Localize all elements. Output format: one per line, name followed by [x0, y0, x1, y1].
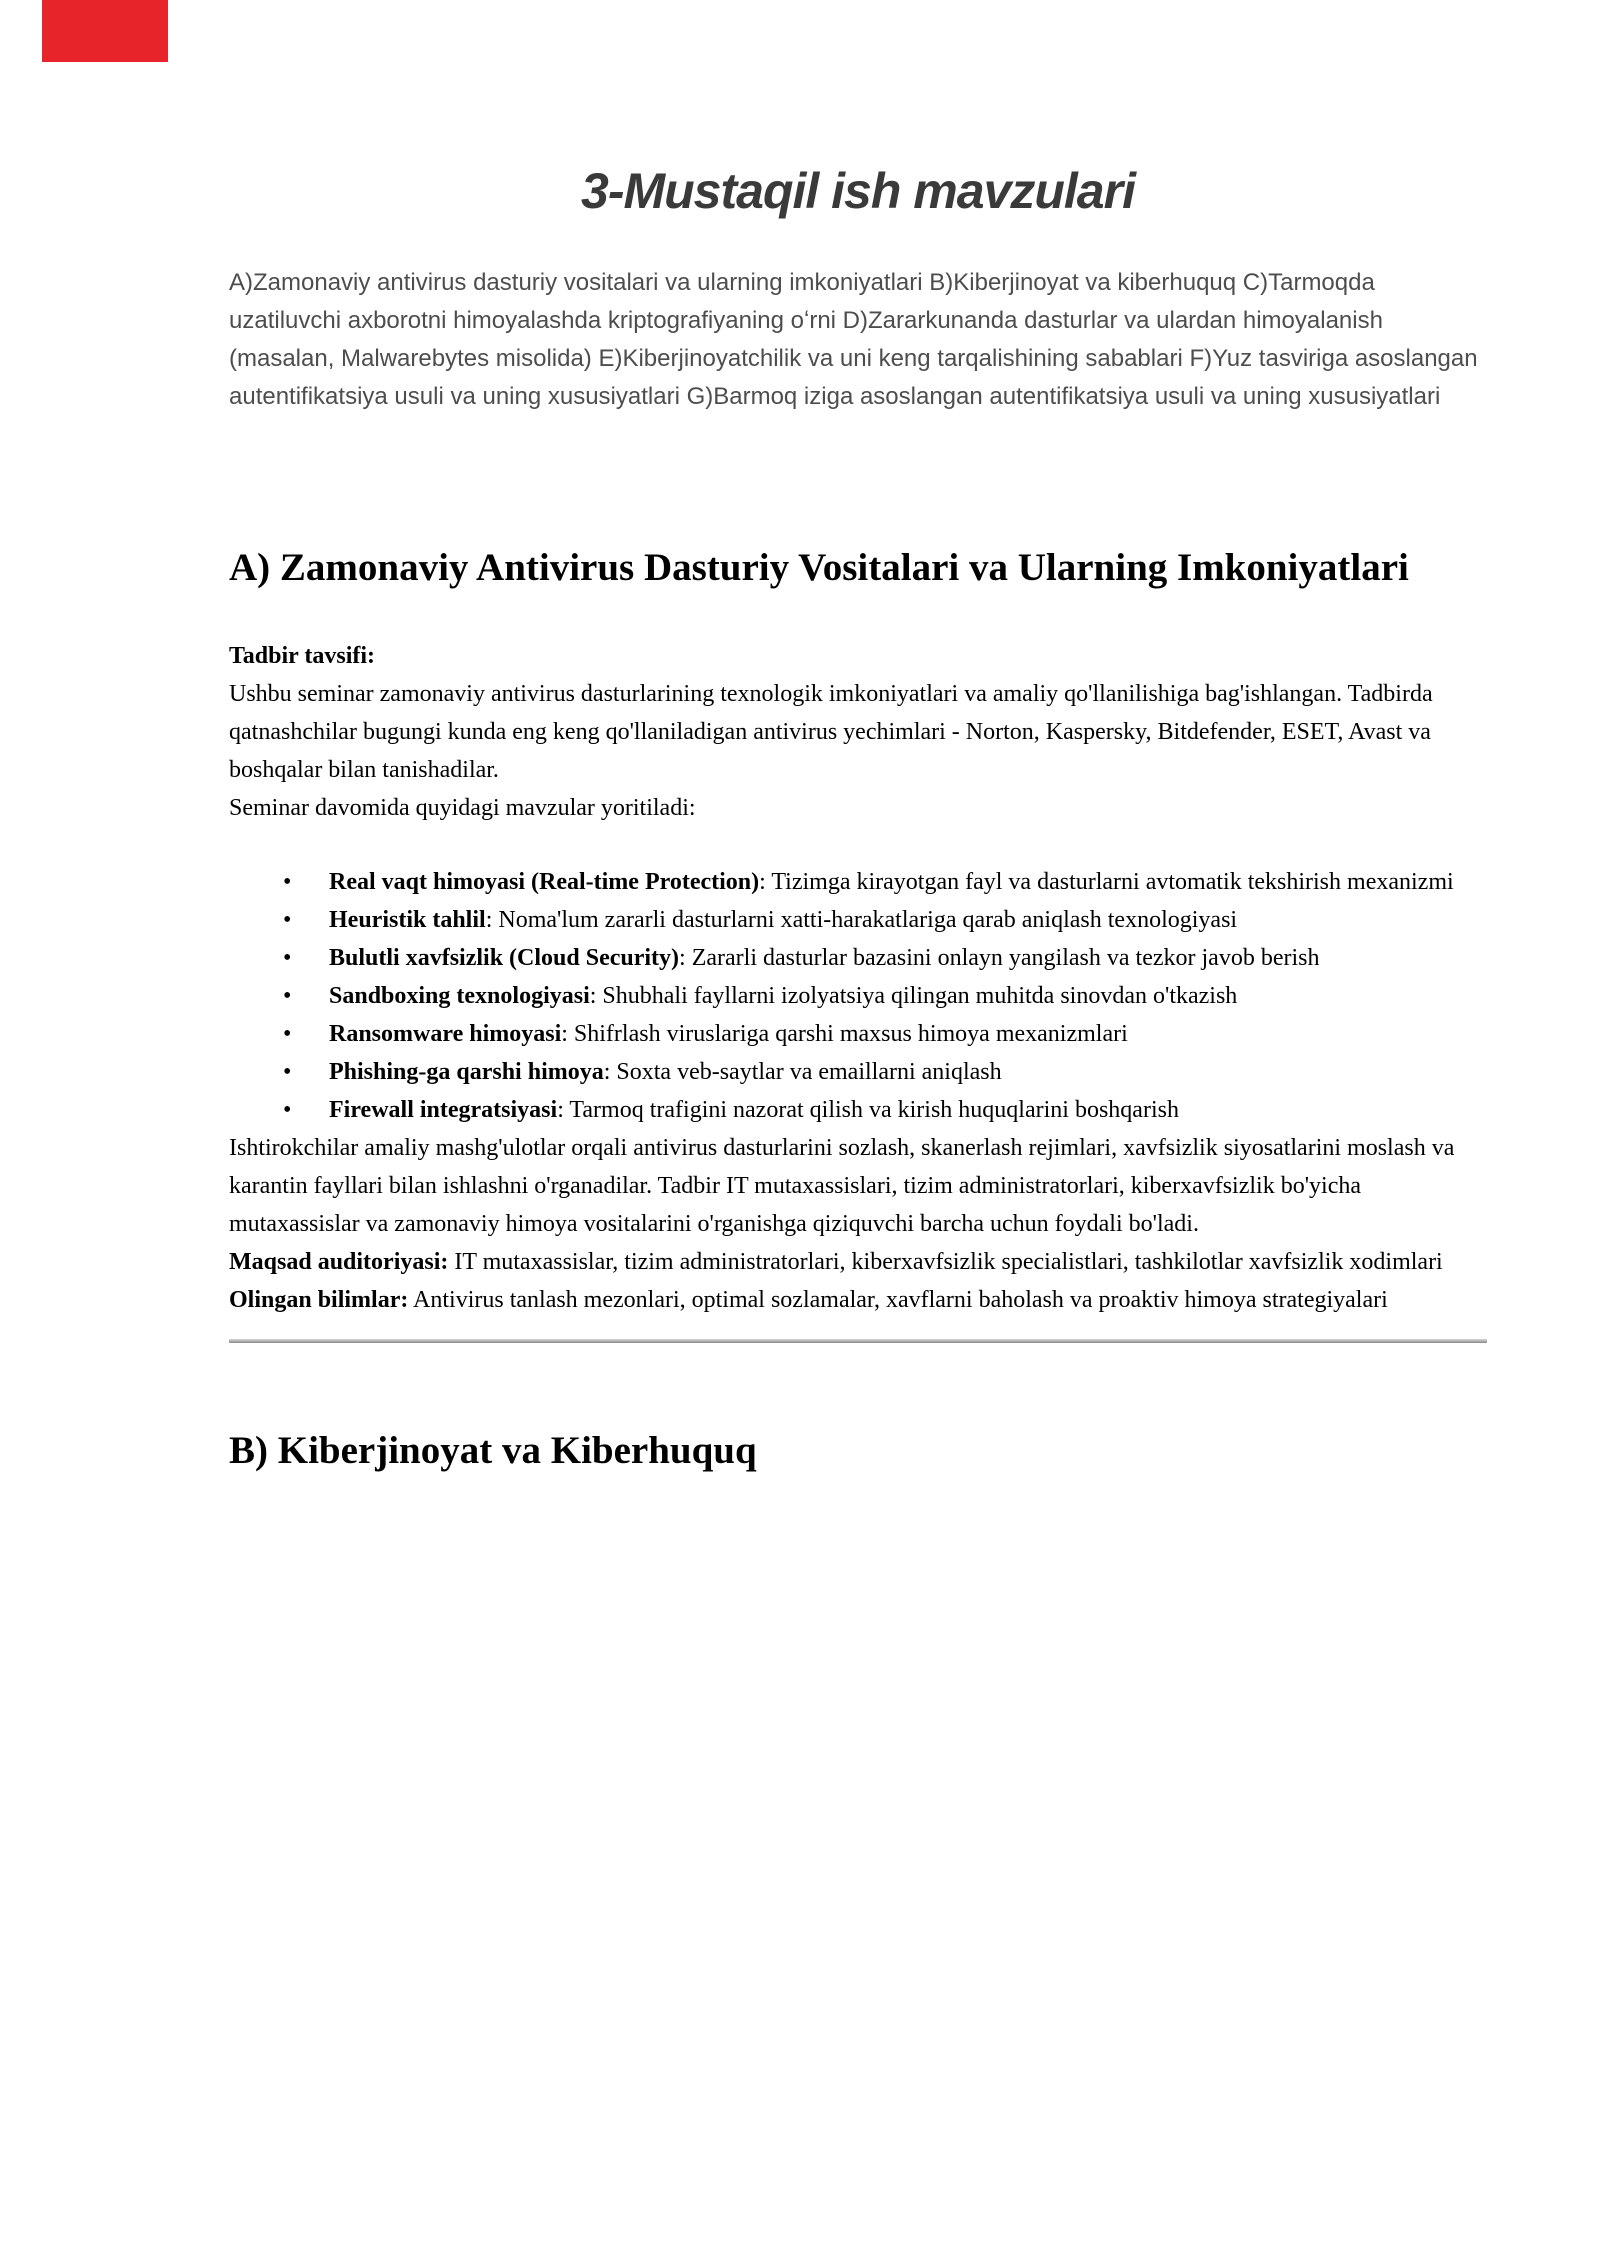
topic-desc: : Noma'lum zararli dasturlarni xatti-harakatlariga qarab aniqlash texnologiyasi	[485, 907, 1238, 933]
topic-term: Firewall integratsiyasi	[329, 1097, 558, 1123]
document-title: 3-Mustaqil ish mavzulari	[581, 163, 1135, 219]
topic-desc: : Shubhali fayllarni izolyatsiya qilingan muhitda sinovdan o'tkazish	[589, 983, 1238, 1009]
skills-label: Olingan bilimlar:	[229, 1287, 409, 1313]
topic-term: Bulutli xavfsizlik (Cloud Security)	[329, 945, 680, 971]
skills-paragraph	[229, 1281, 1487, 1319]
list-item	[229, 977, 1487, 1015]
list-item	[229, 1091, 1487, 1129]
list-item	[229, 863, 1487, 901]
topic-desc: : Zararli dasturlar bazasini onlayn yangilash va tezkor javob berish	[679, 945, 1320, 971]
practice-paragraph: Ishtirokchilar amaliy mashg'ulotlar orqali antivirus dasturlarini sozlash, skanerlash rejimlari, xavfsizlik siyosatlarini moslash va karantin fayllari bilan ishlashni o'rganadilar. Tadbir IT mutaxassislari, tizim administratorlari, kiberxavfsizlik bo'yicha mutaxassislar va zamonaviy himoya vositalarini o'rganishga qiziquvchi barcha uchun foydali bo'ladi.	[229, 1135, 1455, 1237]
event-description-paragraph: Ushbu seminar zamonaviy antivirus dasturlarining texnologik imkoniyatlari va amaliy qo'llanilishiga bag'ishlangan. Tadbirda qatnashchilar bugungi kunda eng keng qo'llaniladigan antivirus yechimlari - Norton, Kaspersky, Bitdefender, ESET, Avast va boshqalar bilan tanishadilar.	[229, 681, 1433, 783]
section-divider	[229, 1339, 1487, 1343]
topic-term: Real vaqt himoyasi (Real-time Protection)	[329, 869, 760, 895]
audience-label: Maqsad auditoriyasi:	[229, 1249, 449, 1275]
topics-intro-paragraph: Seminar davomida quyidagi mavzular yoritiladi:	[229, 795, 696, 821]
topic-term: Sandboxing texnologiyasi	[329, 983, 590, 1009]
topic-desc: : Tarmoq trafigini nazorat qilish va kirish huquqlarini boshqarish	[557, 1097, 1179, 1123]
topic-term: Phishing-ga qarshi himoya	[329, 1059, 604, 1085]
topic-desc: : Tizimga kirayotgan fayl va dasturlarni avtomatik tekshirish mexanizmi	[759, 869, 1454, 895]
list-item	[229, 939, 1487, 977]
list-item	[229, 1015, 1487, 1053]
audience-paragraph	[229, 1243, 1487, 1281]
topic-desc: : Shifrlash viruslariga qarshi maxsus himoya mexanizmlari	[561, 1021, 1128, 1047]
intro-paragraph: A)Zamonaviy antivirus dasturiy vositalari va ularning imkoniyatlari B)Kiberjinoyat va kiberhuquq C)Tarmoqda uzatiluvchi axborotni himoyalashda kriptografiyaning oʻrni D)Zararkunanda dasturlar va ulardan himoyalanish (masalan, Malwarebytes misolida) E)Kiberjinoyatchilik va uni keng tarqalishining sabablari F)Yuz tasviriga asoslangan autentifikatsiya usuli va uning xususiyatlari G)Barmoq iziga asoslangan autentifikatsiya usuli va uning xususiyatlari	[229, 269, 1478, 410]
event-description-label: Tadbir tavsifi:	[229, 643, 376, 669]
section-b-heading: B) Kiberjinoyat va Kiberhuquq	[229, 1429, 757, 1472]
skills-text: Antivirus tanlash mezonlari, optimal sozlamalar, xavflarni baholash va proaktiv himoya strategiyalari	[408, 1287, 1388, 1313]
list-item	[229, 1053, 1487, 1091]
red-corner-mark	[42, 0, 168, 62]
document-content	[229, 0, 1487, 1478]
section-a-heading: A) Zamonaviy Antivirus Dasturiy Vositalari va Ularning Imkoniyatlari	[229, 546, 1409, 589]
list-item	[229, 901, 1487, 939]
topic-term: Ransomware himoyasi	[329, 1021, 562, 1047]
topic-desc: : Soxta veb-saytlar va emaillarni aniqlash	[603, 1059, 1002, 1085]
topics-list	[229, 863, 1487, 1129]
audience-text: IT mutaxassislar, tizim administratorlari, kiberxavfsizlik specialistlari, tashkilotlar xavfsizlik xodimlari	[448, 1249, 1443, 1275]
topic-term: Heuristik tahlil	[329, 907, 486, 933]
